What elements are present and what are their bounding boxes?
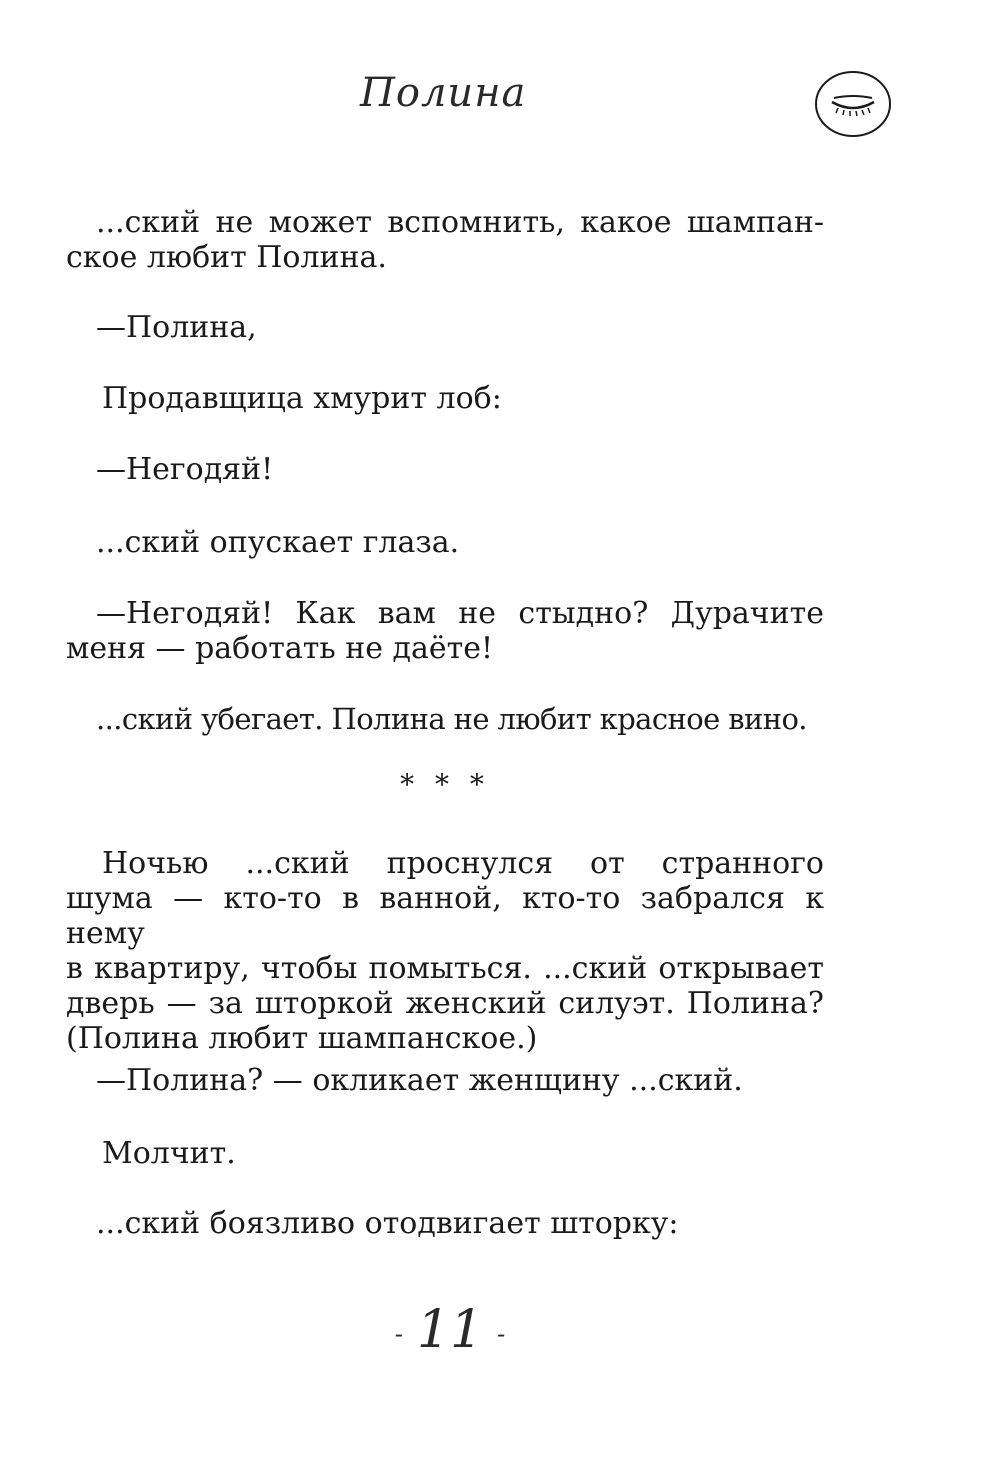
text-line: ...ский опускает глаза. <box>96 525 460 560</box>
text-line: меня — работать не даёте! <box>66 631 494 666</box>
paragraph <box>66 205 824 275</box>
paragraph <box>66 596 824 666</box>
text-line: дверь — за шторкой женский силуэт. Полина? <box>66 986 824 1021</box>
page-number-dash-right: - <box>497 1319 506 1348</box>
text-line: —Негодяй! <box>96 452 274 487</box>
paragraph <box>96 310 854 345</box>
text-line: Ночью ...ский проснулся от странного <box>102 846 824 881</box>
paragraph <box>96 452 854 487</box>
paragraph <box>66 846 824 1056</box>
text-line: ское любит Полина. <box>66 240 387 275</box>
closed-eye-icon <box>812 68 894 140</box>
text-line: (Полина любит шампанское.) <box>66 1021 538 1056</box>
text-line: ...ский не может вспомнить, какое шампан- <box>96 205 824 240</box>
text-line: в квартиру, чтобы помыться. ...ский открывает <box>66 951 824 986</box>
scene-break: * * * <box>400 768 490 801</box>
running-title: Полина <box>360 70 527 116</box>
paragraph <box>102 1136 860 1171</box>
page-number-dash-left: - <box>394 1319 403 1348</box>
text-line: —Негодяй! Как вам не стыдно? Дурачите <box>96 596 824 631</box>
page-number <box>380 1300 520 1360</box>
text-line: —Полина? — окликает женщину ...ский. <box>96 1063 743 1098</box>
text-line: Молчит. <box>102 1136 236 1171</box>
paragraph <box>96 525 854 560</box>
text-line: Продавщица хмурит лоб: <box>102 381 502 416</box>
paragraph <box>102 381 860 416</box>
text-line: шума — кто-то в ванной, кто-то забрался к нему <box>66 881 824 951</box>
paragraph <box>96 1206 854 1241</box>
paragraph <box>96 702 824 737</box>
text-line: ...ский боязливо отодвигает шторку: <box>96 1206 679 1241</box>
text-line: —Полина, <box>96 310 257 345</box>
page-number-value: 11 <box>416 1300 484 1360</box>
text-line: ...ский убегает. Полина не любит красное вино. <box>96 702 807 736</box>
paragraph <box>96 1063 854 1098</box>
